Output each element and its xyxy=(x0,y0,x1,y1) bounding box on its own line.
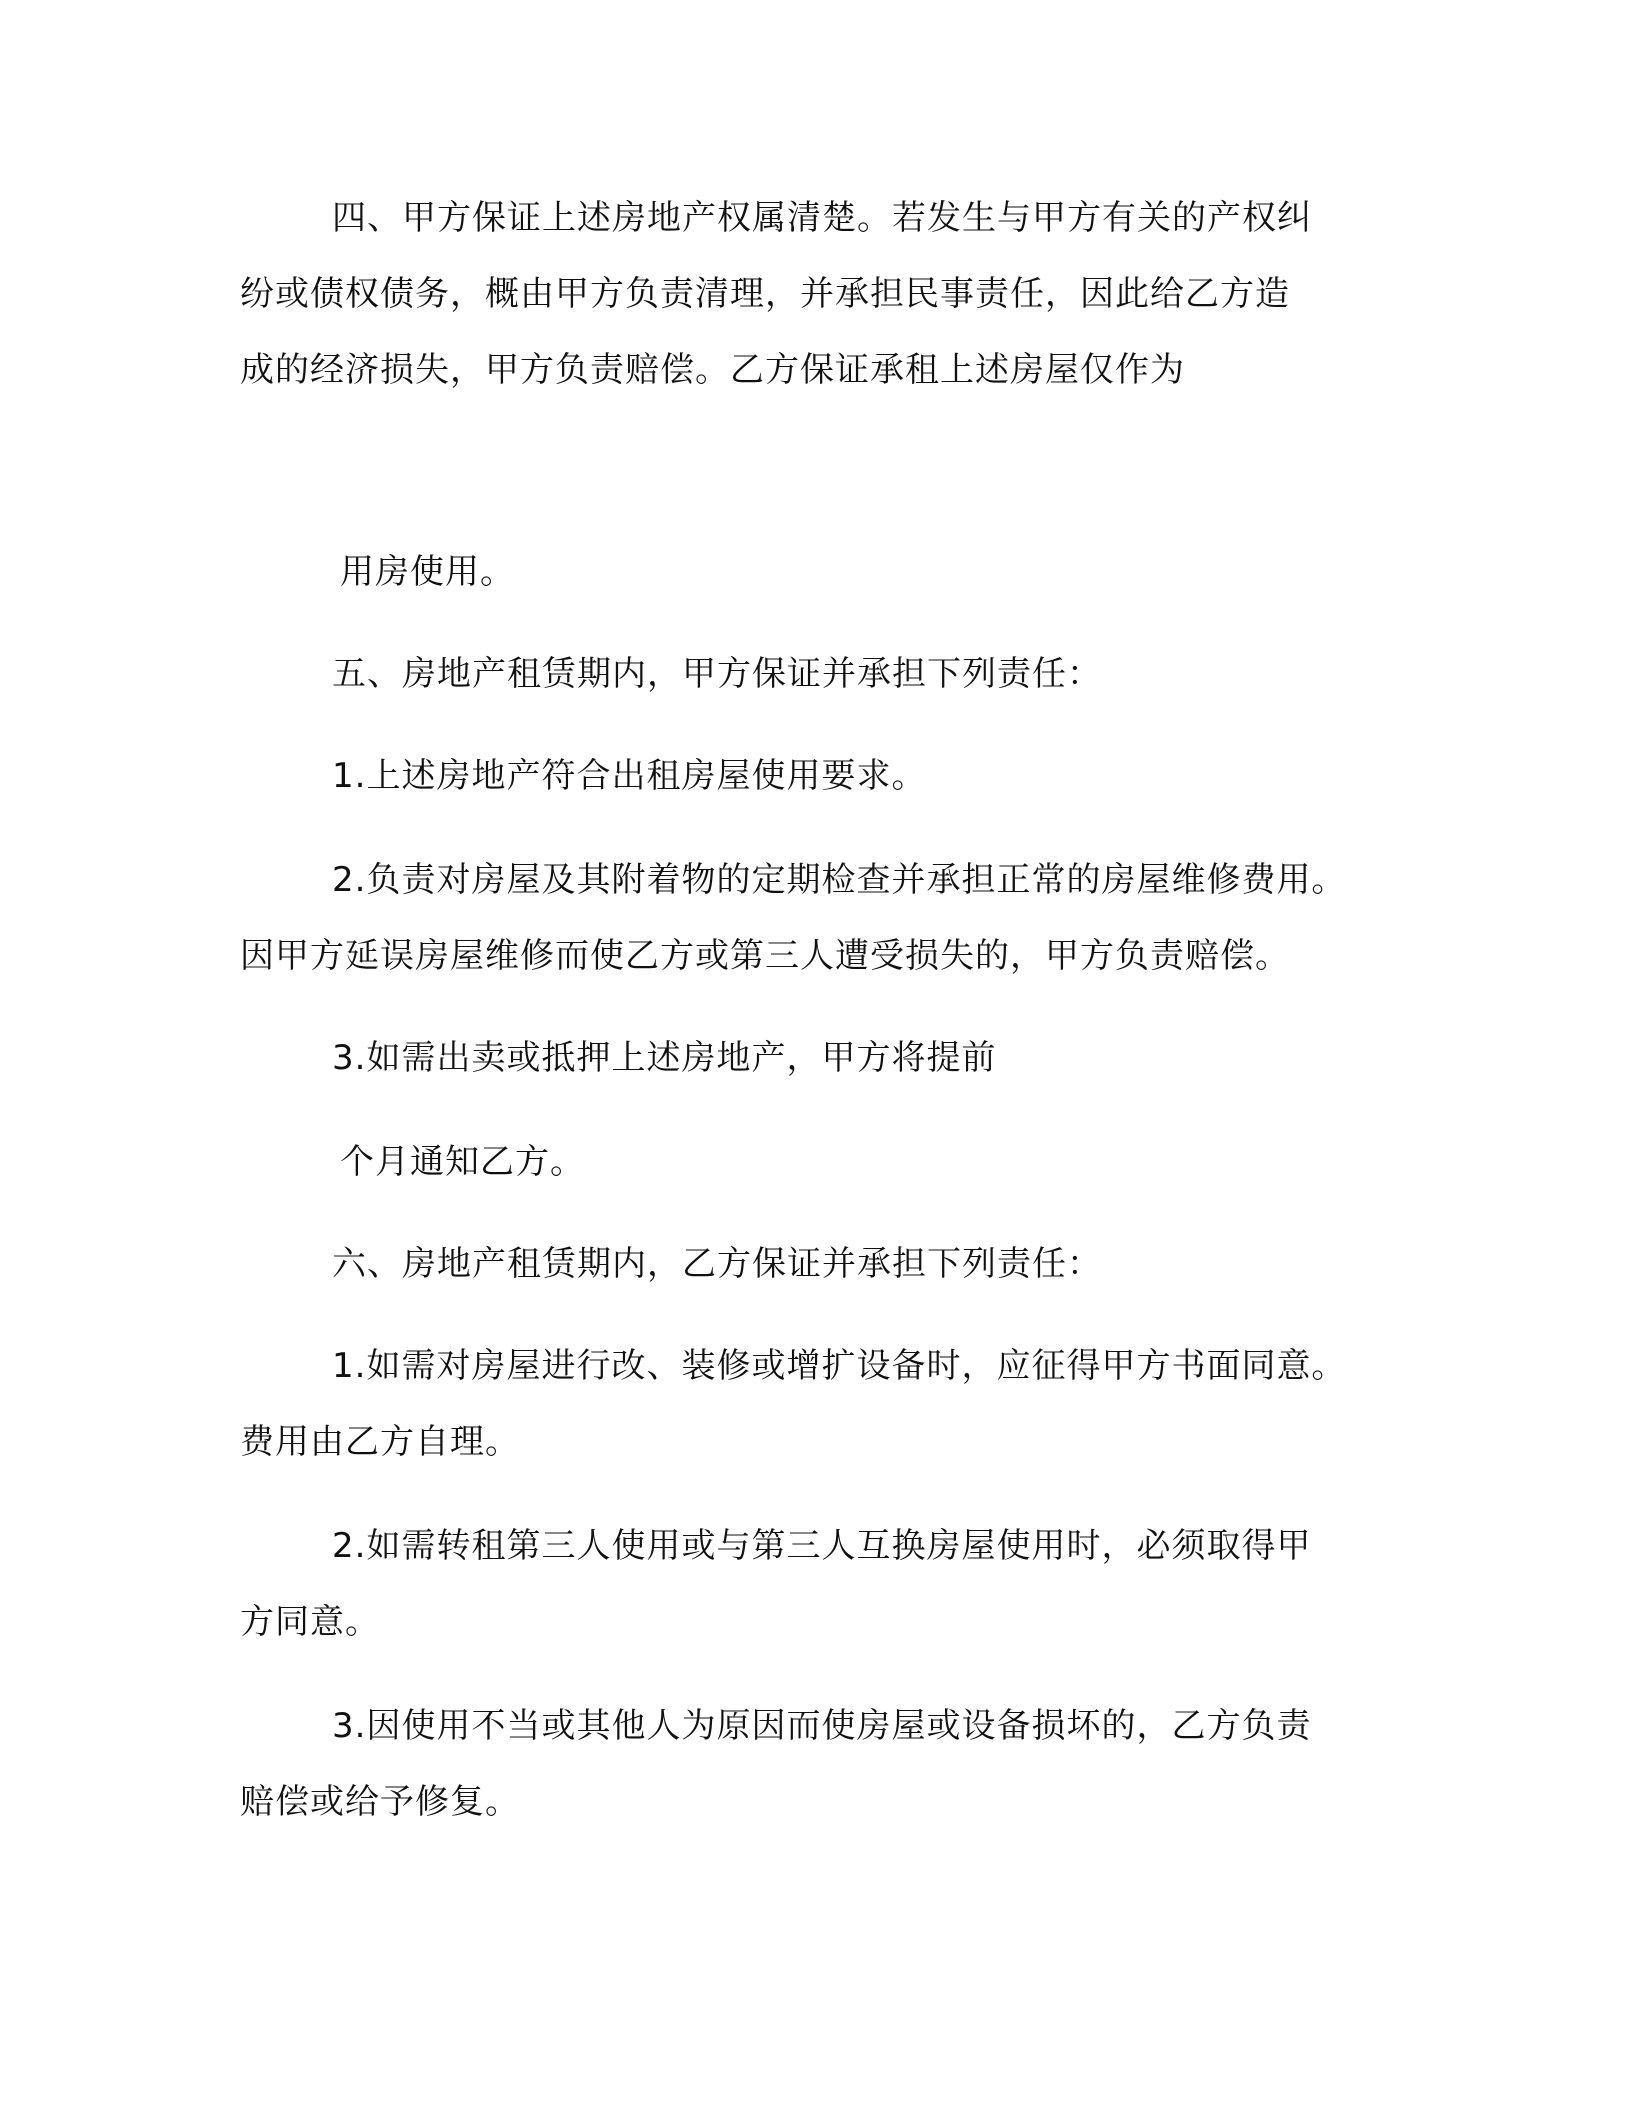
clause-6-item-1-line-2: 费用由乙方自理。 xyxy=(240,1422,520,1462)
clause-6-item-3-line-2: 赔偿或给予修复。 xyxy=(240,1782,520,1822)
clause-5-item-1: 1.上述房地产符合出租房屋使用要求。 xyxy=(332,756,927,796)
clause-4-line-4: 用房使用。 xyxy=(340,552,515,592)
clause-5-heading: 五、房地产租赁期内，甲方保证并承担下列责任： xyxy=(332,654,1102,694)
clause-6-item-3-line-1: 3.因使用不当或其他人为原因而使房屋或设备损坏的，乙方负责 xyxy=(332,1706,1312,1746)
clause-6-item-1-line-1: 1.如需对房屋进行改、装修或增扩设备时，应征得甲方书面同意。 xyxy=(332,1346,1347,1386)
clause-4-line-2: 纷或债权债务，概由甲方负责清理，并承担民事责任，因此给乙方造 xyxy=(240,274,1290,314)
clause-5-item-2-line-1: 2.负责对房屋及其附着物的定期检查并承担正常的房屋维修费用。 xyxy=(332,860,1347,900)
clause-6-item-2-line-2: 方同意。 xyxy=(240,1602,380,1642)
clause-4-line-3: 成的经济损失，甲方负责赔偿。乙方保证承租上述房屋仅作为 xyxy=(240,350,1185,390)
clause-6-heading: 六、房地产租赁期内，乙方保证并承担下列责任： xyxy=(332,1244,1102,1284)
clause-5-item-3-line-2: 个月通知乙方。 xyxy=(340,1142,585,1182)
clause-6-item-2-line-1: 2.如需转租第三人使用或与第三人互换房屋使用时，必须取得甲 xyxy=(332,1526,1312,1566)
clause-5-item-2-line-2: 因甲方延误房屋维修而使乙方或第三人遭受损失的，甲方负责赔偿。 xyxy=(240,936,1290,976)
clause-5-item-3-line-1: 3.如需出卖或抵押上述房地产，甲方将提前 xyxy=(332,1038,997,1078)
clause-4-line-1: 四、甲方保证上述房地产权属清楚。若发生与甲方有关的产权纠 xyxy=(332,198,1312,238)
